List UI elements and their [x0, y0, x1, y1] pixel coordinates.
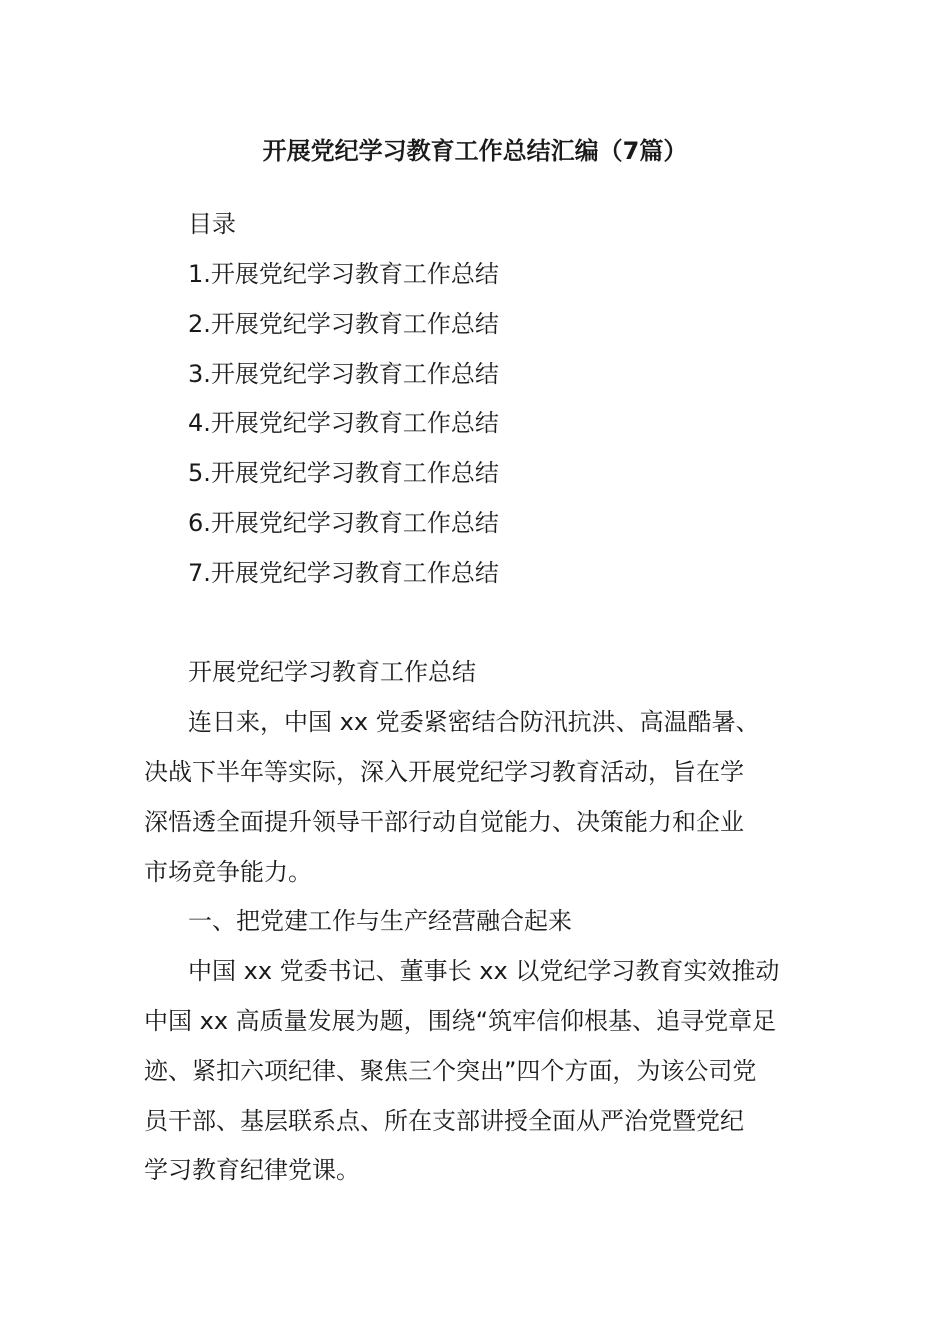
paragraph-line: 深悟透全面提升领导干部行动自觉能力、决策能力和企业 [144, 808, 744, 836]
paragraph-line: 中国 xx 党委书记、董事长 xx 以党纪学习教育实效推动 [188, 957, 780, 985]
toc-item: 5.开展党纪学习教育工作总结 [188, 459, 499, 487]
paragraph-line: 决战下半年等实际，深入开展党纪学习教育活动，旨在学 [144, 758, 744, 786]
toc-heading: 目录 [188, 210, 236, 238]
paragraph-line: 市场竞争能力。 [144, 858, 312, 886]
section-heading: 开展党纪学习教育工作总结 [188, 658, 476, 686]
paragraph-line: 中国 xx 高质量发展为题，围绕“筑牢信仰根基、追寻党章足 [144, 1007, 777, 1035]
toc-item: 4.开展党纪学习教育工作总结 [188, 409, 499, 437]
paragraph-line: 学习教育纪律党课。 [144, 1156, 360, 1184]
toc-item: 3.开展党纪学习教育工作总结 [188, 360, 499, 388]
paragraph-line: 员干部、基层联系点、所在支部讲授全面从严治党暨党纪 [144, 1107, 744, 1135]
toc-item: 7.开展党纪学习教育工作总结 [188, 559, 499, 587]
subheading: 一、把党建工作与生产经营融合起来 [188, 907, 572, 935]
paragraph-line: 迹、紧扣六项纪律、聚焦三个突出”四个方面，为该公司党 [144, 1057, 757, 1085]
toc-item: 1.开展党纪学习教育工作总结 [188, 260, 499, 288]
toc-item: 2.开展党纪学习教育工作总结 [188, 310, 499, 338]
document-title: 开展党纪学习教育工作总结汇编（7篇） [262, 137, 688, 165]
toc-item: 6.开展党纪学习教育工作总结 [188, 509, 499, 537]
paragraph-line: 连日来，中国 xx 党委紧密结合防汛抗洪、高温酷暑、 [188, 708, 760, 736]
